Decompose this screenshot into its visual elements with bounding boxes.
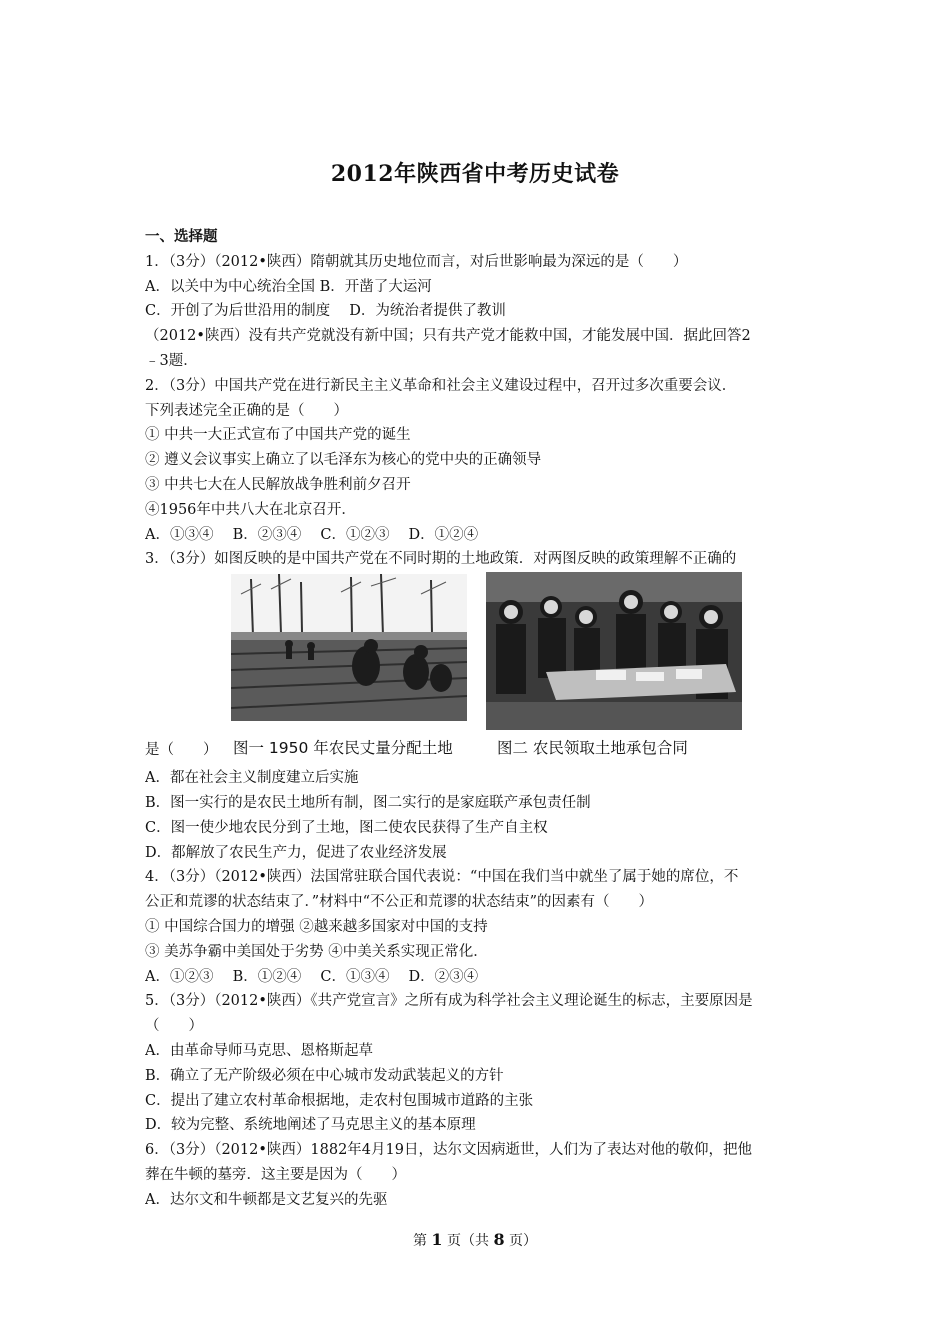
question-line: 2．（3分）中国共产党在进行新民主主义革命和社会主义建设过程中，召开过多次重要会议． [145, 377, 737, 394]
question-line: A．由革命导师马克思、恩格斯起草 [145, 1042, 373, 1059]
total-pages-number: 8 [493, 1230, 505, 1249]
footer-middle: 页（共 [442, 1233, 494, 1249]
figure-row [145, 572, 810, 766]
question-line: ① 中共一大正式宣布了中国共产党的诞生 [145, 427, 411, 444]
question-line: ﹣3题． [145, 352, 198, 369]
photo-land-measuring [231, 574, 467, 721]
photo-contract-signing [486, 572, 742, 730]
question-line: A．都在社会主义制度建立后实施 [145, 770, 359, 787]
question-line: B．图一实行的是农民土地所有制，图二实行的是家庭联产承包责任制 [145, 794, 591, 811]
figure-caption-2: 图二 农民领取土地承包合同 [497, 739, 688, 758]
question-line: C．提出了建立农村革命根据地，走农村包围城市道路的主张 [145, 1092, 534, 1109]
question-line: D．都解放了农民生产力，促进了农业经济发展 [145, 844, 447, 861]
question-line: C．图一使少地农民分到了土地，图二使农民获得了生产自主权 [145, 819, 548, 836]
question-line: 6．（3分）（2012•陕西）1882年4月19日，达尔文因病逝世，人们为了表达对他的敬仰，把他 [145, 1142, 752, 1159]
question-line: 公正和荒谬的状态结束了．”材料中“不公正和荒谬的状态结束”的因素有（ ） [145, 894, 653, 911]
question-line: 3．（3分）如图反映的是中国共产党在不同时期的土地政策．对两图反映的政策理解不正确的 [145, 551, 737, 568]
question-line: A．达尔文和牛顿都是文艺复兴的先驱 [145, 1191, 388, 1208]
figure-caption-1: 图一 1950 年农民丈量分配土地 [233, 739, 453, 758]
question-line: A．①③④ B．②③④ C．①②③ D．①②④ [145, 526, 479, 543]
page-footer [0, 1230, 950, 1250]
question-line: ④1956年中共八大在北京召开． [145, 501, 356, 518]
question-line: ① 中国综合国力的增强 ②越来越多国家对中国的支持 [145, 918, 488, 935]
question-line: C．开创了为后世沿用的制度 D．为统治者提供了教训 [145, 303, 506, 320]
question-line: 是（ ） [145, 742, 218, 759]
footer-prefix: 第 [412, 1233, 432, 1249]
page-title: 2012年陕西省中考历史试卷 [330, 161, 620, 187]
footer-suffix: 页） [504, 1233, 538, 1249]
question-line: ② 遵义会议事实上确立了以毛泽东为核心的党中央的正确领导 [145, 452, 542, 469]
question-line: 5．（3分）（2012•陕西）《共产党宣言》之所有成为科学社会主义理论诞生的标志，主要原因是 [145, 993, 753, 1010]
question-line: A．①②③ B．①②④ C．①③④ D．②③④ [145, 968, 479, 985]
question-line: 葬在牛顿的墓旁．这主要是因为（ ） [145, 1166, 406, 1183]
section-heading: 一、选择题 [145, 228, 218, 245]
question-line: 4．（3分）（2012•陕西）法国常驻联合国代表说：“中国在我们当中就坐了属于她的席位，不 [145, 869, 739, 886]
question-line: D．较为完整、系统地阐述了马克思主义的基本原理 [145, 1117, 476, 1134]
question-line: ③ 美苏争霸中美国处于劣势 ④中美关系实现正常化． [145, 943, 488, 960]
question-line: A．以关中为中心统治全国 B．开凿了大运河 [145, 278, 432, 295]
current-page-number: 1 [431, 1230, 443, 1249]
question-line: ③ 中共七大在人民解放战争胜利前夕召开 [145, 476, 411, 493]
question-line: （ ） [145, 1018, 203, 1035]
question-line: 1．（3分）（2012•陕西）隋朝就其历史地位而言，对后世影响最为深远的是（ ） [145, 253, 688, 270]
question-line: 下列表述完全正确的是（ ） [145, 402, 348, 419]
question-line: B．确立了无产阶级必须在中心城市发动武装起义的方针 [145, 1067, 504, 1084]
exam-content [145, 225, 810, 1213]
question-line: （2012•陕西）没有共产党就没有新中国；只有共产党才能救中国，才能发展中国．据此回答2 [145, 328, 751, 345]
